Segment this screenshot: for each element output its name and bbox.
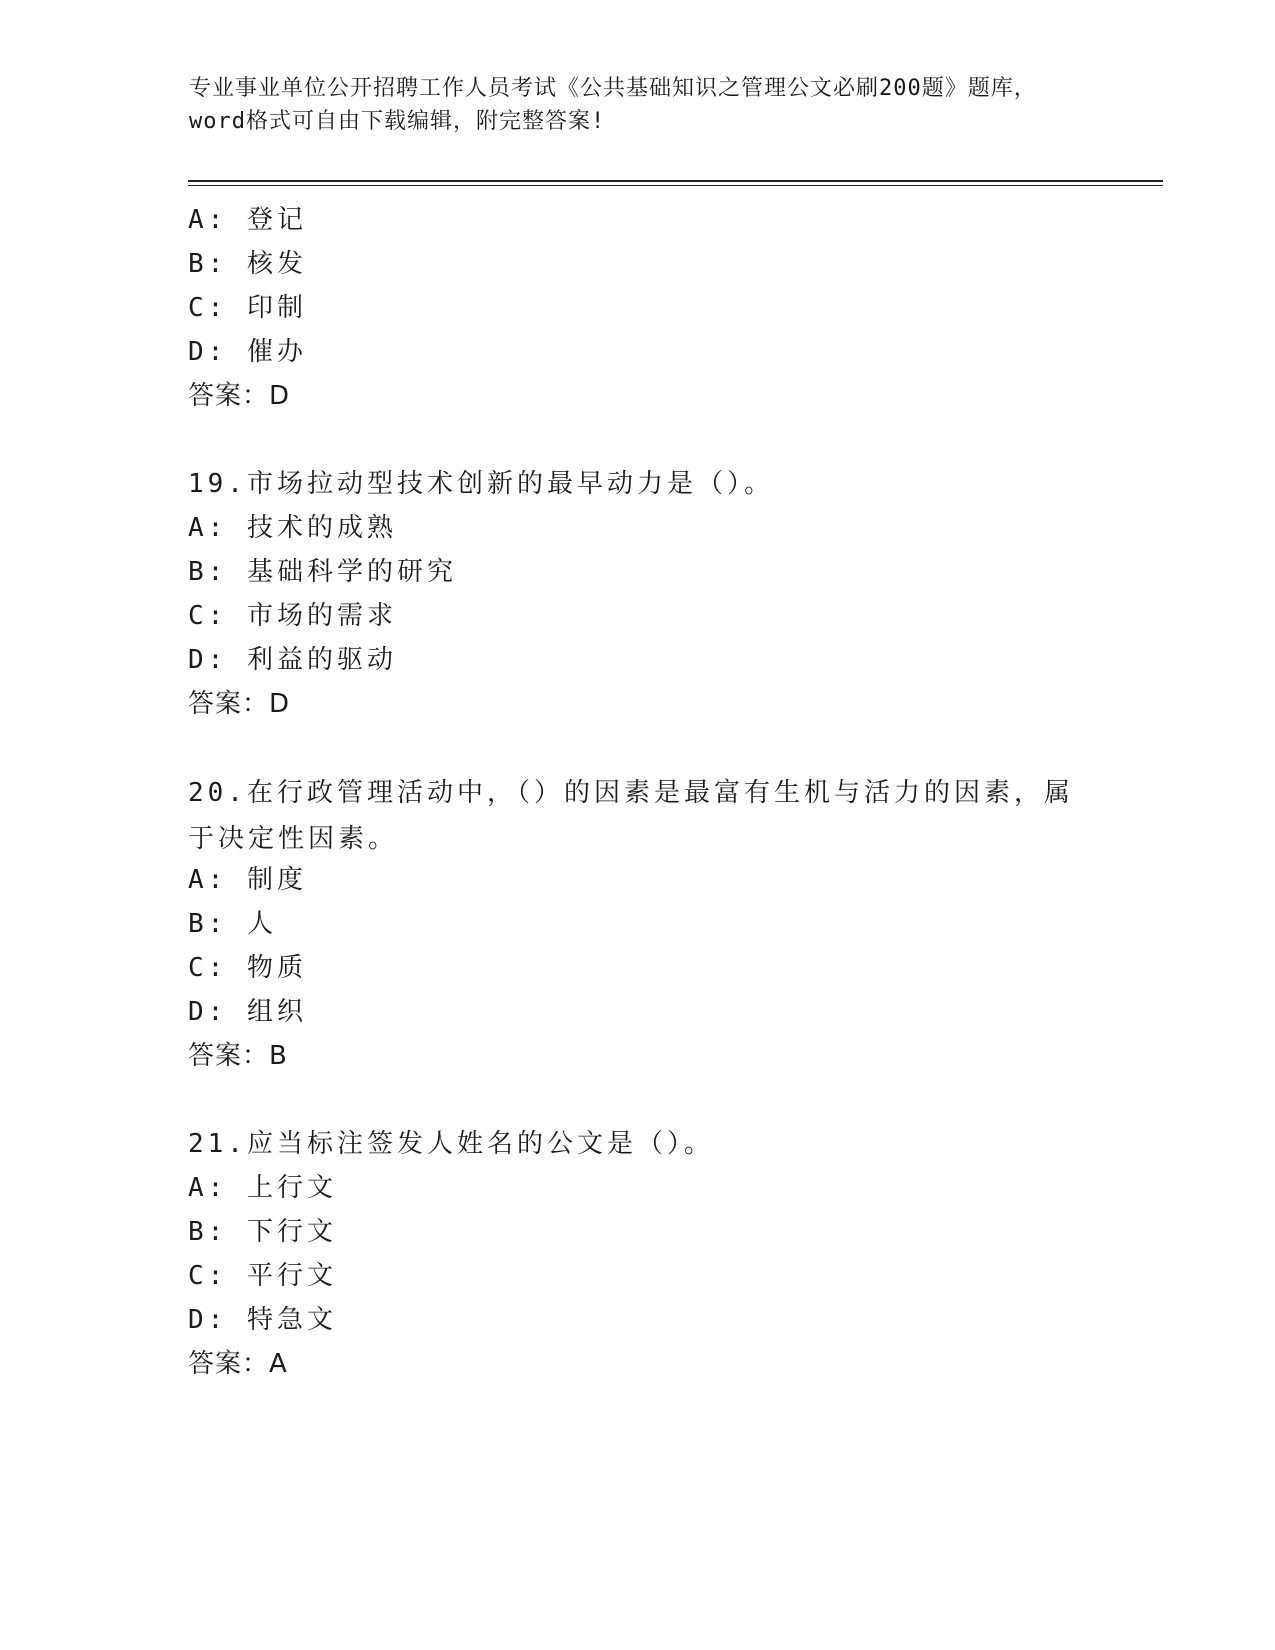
q19-answer: 答案：D bbox=[188, 689, 291, 719]
q18-answer: 答案：D bbox=[188, 381, 291, 411]
q18-option-c: C: 印制 bbox=[188, 293, 307, 323]
q19-stem: 19.市场拉动型技术创新的最早动力是（）。 bbox=[188, 469, 774, 499]
q19-option-c: C: 市场的需求 bbox=[188, 601, 397, 631]
q20-option-d: D: 组织 bbox=[188, 997, 307, 1027]
q21-option-a: A: 上行文 bbox=[188, 1173, 337, 1203]
q21-option-b: B: 下行文 bbox=[188, 1217, 337, 1247]
header-rule-thick bbox=[188, 180, 1163, 182]
header-rule-thin bbox=[188, 185, 1163, 186]
q21-option-d: D: 特急文 bbox=[188, 1305, 337, 1335]
q20-option-a: A: 制度 bbox=[188, 865, 307, 895]
document-header: 专业事业单位公开招聘工作人员考试《公共基础知识之管理公文必刷200题》题库，word格式可自由下载编辑，附完整答案! bbox=[189, 76, 1037, 134]
q19-option-d: D: 利益的驱动 bbox=[188, 645, 397, 675]
q19-option-a: A: 技术的成熟 bbox=[188, 513, 397, 543]
q20-option-c: C: 物质 bbox=[188, 953, 307, 983]
q20-option-b: B: 人 bbox=[188, 909, 277, 939]
q21-option-c: C: 平行文 bbox=[188, 1261, 337, 1291]
q21-stem: 21.应当标注签发人姓名的公文是（）。 bbox=[188, 1129, 714, 1159]
q19-option-b: B: 基础科学的研究 bbox=[188, 557, 457, 587]
q18-option-a: A: 登记 bbox=[188, 205, 307, 235]
q20-answer: 答案：B bbox=[188, 1041, 288, 1071]
q18-option-d: D: 催办 bbox=[188, 337, 307, 367]
q18-option-b: B: 核发 bbox=[188, 249, 307, 279]
q21-answer: 答案：A bbox=[188, 1349, 288, 1379]
q20-stem: 20.在行政管理活动中，（）的因素是最富有生机与活力的因素，属于决定性因素。 bbox=[188, 778, 1074, 854]
